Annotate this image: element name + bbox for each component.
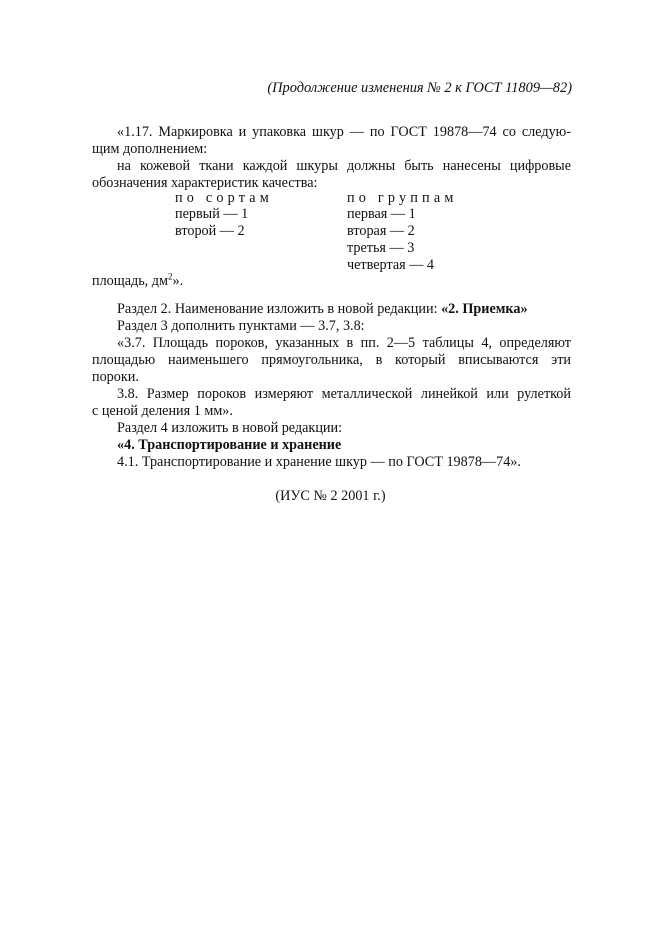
group-item: четвертая — 4	[347, 257, 435, 273]
sort-item: второй — 2	[175, 223, 245, 239]
group-item: третья — 3	[347, 240, 415, 256]
area-sup: 2	[167, 271, 173, 282]
sorts-heading: по сортам	[175, 190, 273, 206]
para-3-7-line-1: «3.7. Площадь пороков, указанных в пп. 2—5 таблицы 4, определяют	[117, 335, 571, 351]
para-3-8-line-1: 3.8. Размер пороков измеряют металлической линейкой или рулеткой	[117, 386, 571, 402]
area-line	[92, 273, 183, 290]
section-2-text: Раздел 2. Наименование изложить в новой редакции:	[117, 301, 442, 317]
section-2-bold: «2. Приемка»	[441, 301, 528, 317]
ius-reference: (ИУС № 2 2001 г.)	[275, 488, 386, 504]
para-3-7-line-3: пороки.	[92, 369, 139, 385]
para-1-17-line-1: «1.17. Маркировка и упаковка шкур — по ГОСТ 19878—74 со следую-	[117, 124, 571, 140]
para-3-7-line-2: площадью наименьшего прямоугольника, в который вписываются эти	[92, 352, 571, 368]
para-1-17-line-4: обозначения характеристик качества:	[92, 175, 318, 191]
para-1-17-line-2: щим дополнением:	[92, 141, 208, 157]
section-3-line: Раздел 3 дополнить пунктами — 3.7, 3.8:	[117, 318, 365, 334]
group-item: вторая — 2	[347, 223, 415, 239]
section-4-1-line: 4.1. Транспортирование и хранение шкур — по ГОСТ 19878—74».	[117, 454, 521, 470]
page-header: (Продолжение изменения № 2 к ГОСТ 11809—82)	[267, 80, 572, 96]
sort-item: первый — 1	[175, 206, 249, 222]
area-prefix: площадь, дм	[92, 273, 168, 289]
section-2-line	[117, 301, 528, 318]
para-1-17-line-3: на кожевой ткани каждой шкуры должны быть нанесены цифровые	[117, 158, 571, 174]
area-suffix: ».	[172, 273, 184, 289]
section-4-line: Раздел 4 изложить в новой редакции:	[117, 420, 343, 436]
group-item: первая — 1	[347, 206, 416, 222]
groups-heading: по группам	[347, 190, 458, 206]
section-4-title: «4. Транспортирование и хранение	[117, 437, 342, 453]
para-3-8-line-2: с ценой деления 1 мм».	[92, 403, 233, 419]
